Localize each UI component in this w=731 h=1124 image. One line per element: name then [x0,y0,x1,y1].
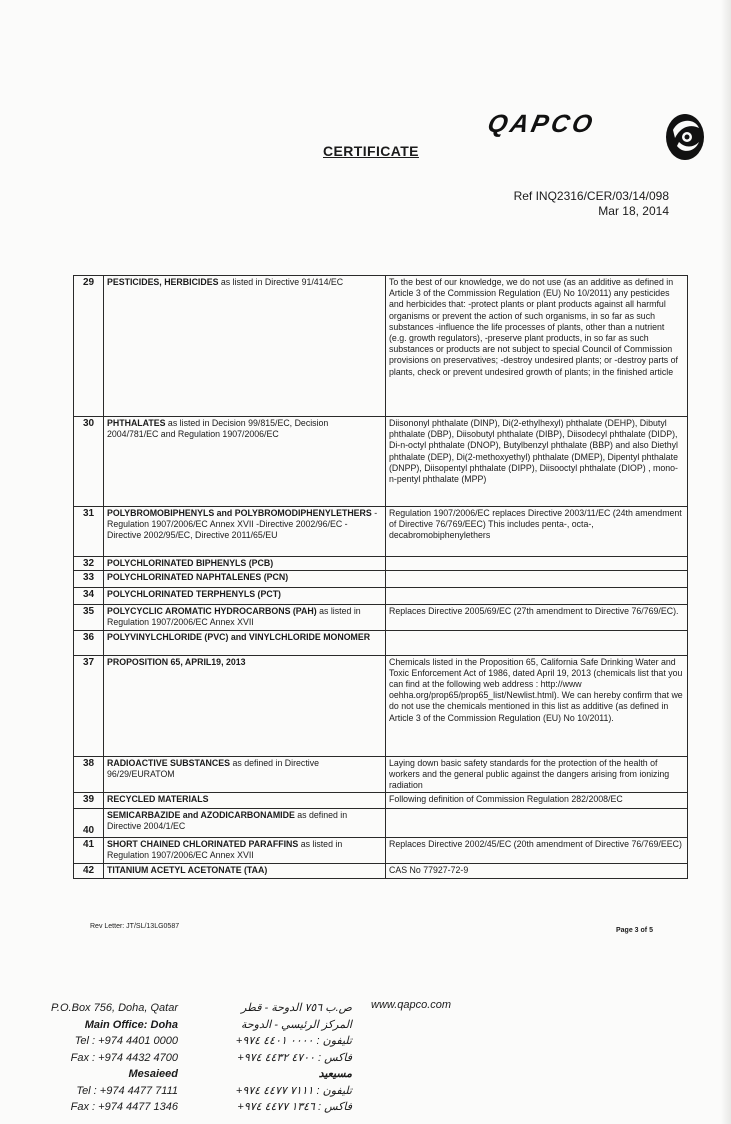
row-number: 29 [74,276,104,417]
substance-cell [104,557,386,571]
substance-text: as listed in Regulation 1907/2006/EC Annex XVII [107,606,361,628]
comment-cell: Replaces Directive 2005/69/EC (27th amendment to Directive 76/769/EC). [386,605,688,630]
page-number: Page 3 of 5 [616,927,653,934]
row-number: 41 [74,838,104,863]
substance-text: SEMICARBAZIDE and AZODICARBONAMIDE [107,810,295,821]
substance-text: POLYVINYLCHLORIDE (PVC) and VINYLCHLORIDE MONOMER [107,631,371,642]
table-row [74,809,688,838]
footer-line: المركز الرئيسي - الدوحة [240,1018,352,1031]
footer-line: Tel : +974 4477 7111 [76,1084,178,1097]
row-number: 33 [74,571,104,588]
comment-cell [386,557,688,571]
table-row [74,793,688,809]
row-number: 34 [74,588,104,605]
substance-text: as listed in Regulation 1907/2006/EC Annex XVII [107,839,343,861]
reference-block [514,189,669,219]
substance-text: PESTICIDES, HERBICIDES [107,277,219,287]
substances-table-body [74,276,688,879]
substance-cell [104,276,386,417]
comment-cell: CAS No 77927-72-9 [386,863,688,878]
footer-line: P.O.Box 756, Doha, Qatar [51,1002,178,1014]
substance-text: RECYCLED MATERIALS [107,794,209,805]
table-row [74,507,688,557]
comment-cell [386,630,688,655]
substance-text: POLYCYCLIC AROMATIC HYDROCARBONS (PAH) [107,606,317,617]
substance-text: PROPOSITION 65, APRIL19, 2013 [107,656,246,667]
substance-text: as listed in Directive 91/414/EC [218,277,344,287]
footer-line: فاكس : ١٣٤٦ ٤٤٧٧ ٩٧٤+ [237,1101,352,1113]
comment-cell [386,588,688,605]
comment-cell: Diisononyl phthalate (DINP), Di(2-ethylhexyl) phthalate (DEHP), Dibutyl phthalate (DBP), Diisobutyl phthalate (DIBP), Diisodecyl phthalate (DIDP), Di-n-octyl phthalate (DNOP), Butylbenzyl phthalate (BBP) and also Diethyl phthalate (DEP), Di(2-methoxyethyl) phthalate (DMEP), Dipentyl phthalate (DNPP), Diisopentyl phthalate (DIPP), Diisooctyl phthalate (DIOP) , mono-n-pentyl phthalate (MPP) [386,417,688,507]
substance-text: PHTHALATES [107,418,166,428]
substance-cell [104,809,386,838]
certificate-title: CERTIFICATE [323,143,419,159]
comment-cell: Regulation 1907/2006/EC replaces Directive 2003/11/EC (24th amendment of Directive 76/769/EEC) This includes penta-, octa-, decabromobiphenylethers [386,507,688,557]
footer-line: فاكس : ٤٧٠٠ ٤٤٣٢ ٩٧٤+ [237,1051,352,1064]
footer-line: Fax : +974 4477 1346 [70,1101,178,1113]
comment-cell: Laying down basic safety standards for the protection of the health of workers and the general public against the dangers arising from ionizing radiation [386,756,688,793]
substance-text: POLYCHLORINATED BIPHENYLS (PCB) [107,558,274,568]
row-number: 30 [74,417,104,507]
page-edge [721,0,731,1124]
row-number: 39 [74,793,104,809]
comment-cell [386,809,688,838]
row-number: 31 [74,507,104,557]
substance-cell [104,605,386,630]
table-row [74,557,688,571]
row-number: 36 [74,630,104,655]
footer-line: Fax : +974 4432 4700 [70,1051,178,1064]
table-row [74,417,688,507]
substance-cell [104,507,386,557]
substance-cell [104,756,386,793]
table-row [74,863,688,878]
table-row [74,571,688,588]
substance-cell [104,793,386,809]
substance-cell [104,571,386,588]
substance-cell [104,630,386,655]
footer-line: مسيعيد [318,1068,352,1080]
table-row [74,630,688,655]
footer-website: www.qapco.com [371,999,452,1011]
comment-cell: Chemicals listed in the Proposition 65, California Safe Drinking Water and Toxic Enforcement Act of 1986, dated April 19, 2013 (chemicals list that you can find at the following web address : http://www oehha.org/prop65/prop65_list/Newlist.html). We can hereby confirm that we do not use the chemicals mentioned in this list as additive (as defined in Article 3 of the Commission Regulation (EU) No 10/2011). [386,655,688,756]
substance-cell [104,863,386,878]
table-row [74,838,688,863]
comment-cell: Replaces Directive 2002/45/EC (20th amendment of Directive 76/769/EEC) [386,838,688,863]
table-row [74,655,688,756]
table-row [74,756,688,793]
brand-emblem-icon [663,108,707,164]
row-number: 40 [74,809,104,838]
substance-text: as defined in Directive 96/29/EURATOM [107,757,320,779]
substance-text: POLYBROMOBIPHENYLS and POLYBROMODIPHENYLETHERS [107,508,372,518]
reference-number: Ref INQ2316/CER/03/14/098 [513,189,669,203]
footer-line: Mesaieed [128,1068,178,1080]
row-number: 35 [74,605,104,630]
table-row [74,276,688,417]
substances-table [73,275,688,879]
footer-line: ص.ب ٧٥٦ الدوحة - قطر [241,1002,352,1014]
footer-address-english [38,1000,178,1116]
footer-line: Tel : +974 4401 0000 [74,1035,178,1047]
brand-wordmark: QAPCO [485,110,598,138]
substance-text: SHORT CHAINED CHLORINATED PARAFFINS [107,839,299,850]
table-row [74,605,688,630]
footer-line: تليفون : ٠٠٠٠ ٤٤٠١ ٩٧٤+ [235,1035,352,1047]
row-number: 32 [74,557,104,571]
comment-cell: To the best of our knowledge, we do not use (as an additive as defined in Article 3 of the Commission Regulation (EU) No 10/2011) any pesticides and herbicides that: -protect plants or plant products against all harmful organisms or prevent the action of such organisms, in so far as such substances -influence the life processes of plants, other than a nutrient (e.g. growth regulators), -preserve plant products, in so far as such substances or products are not subject to special Council of Commission provisions on preservatives; -destroy undesired plants; or -destroy parts of plants, check or prevent undesired growth of plants; in the finished article [386,276,688,417]
brand-logo [485,108,716,164]
revision-letter: Rev Letter: JT/SL/13LG0587 [90,923,180,930]
row-number: 42 [74,863,104,878]
substance-cell [104,588,386,605]
substance-text: RADIOACTIVE SUBSTANCES [107,757,231,768]
footer-address-arabic [196,1000,352,1116]
substance-text: -Regulation 1907/2006/EC Annex XVII -Directive 2002/96/EC - Directive 2002/95/EC, Directive 2011/65/EU [107,508,378,541]
footer-line: تليفون : ٧١١١ ٤٤٧٧ ٩٧٤+ [235,1084,352,1097]
substance-text: as defined in Directive 2004/1/EC [107,810,348,832]
comment-cell: Following definition of Commission Regulation 282/2008/EC [386,793,688,809]
row-number: 37 [74,655,104,756]
substance-cell [104,838,386,863]
substance-cell [104,655,386,756]
substance-text: POLYCHLORINATED TERPHENYLS (PCT) [107,589,281,600]
comment-cell [386,571,688,588]
reference-date: Mar 18, 2014 [598,204,669,218]
substance-text: TITANIUM ACETYL ACETONATE (TAA) [107,864,268,875]
substance-text: POLYCHLORINATED NAPHTALENES (PCN) [107,572,289,583]
substance-cell [104,417,386,507]
substance-text: as listed in Decision 99/815/EC, Decision 2004/781/EC and Regulation 1907/2006/EC [107,418,329,440]
footer-line: Main Office: Doha [84,1018,178,1031]
table-row [74,588,688,605]
row-number: 38 [74,756,104,793]
